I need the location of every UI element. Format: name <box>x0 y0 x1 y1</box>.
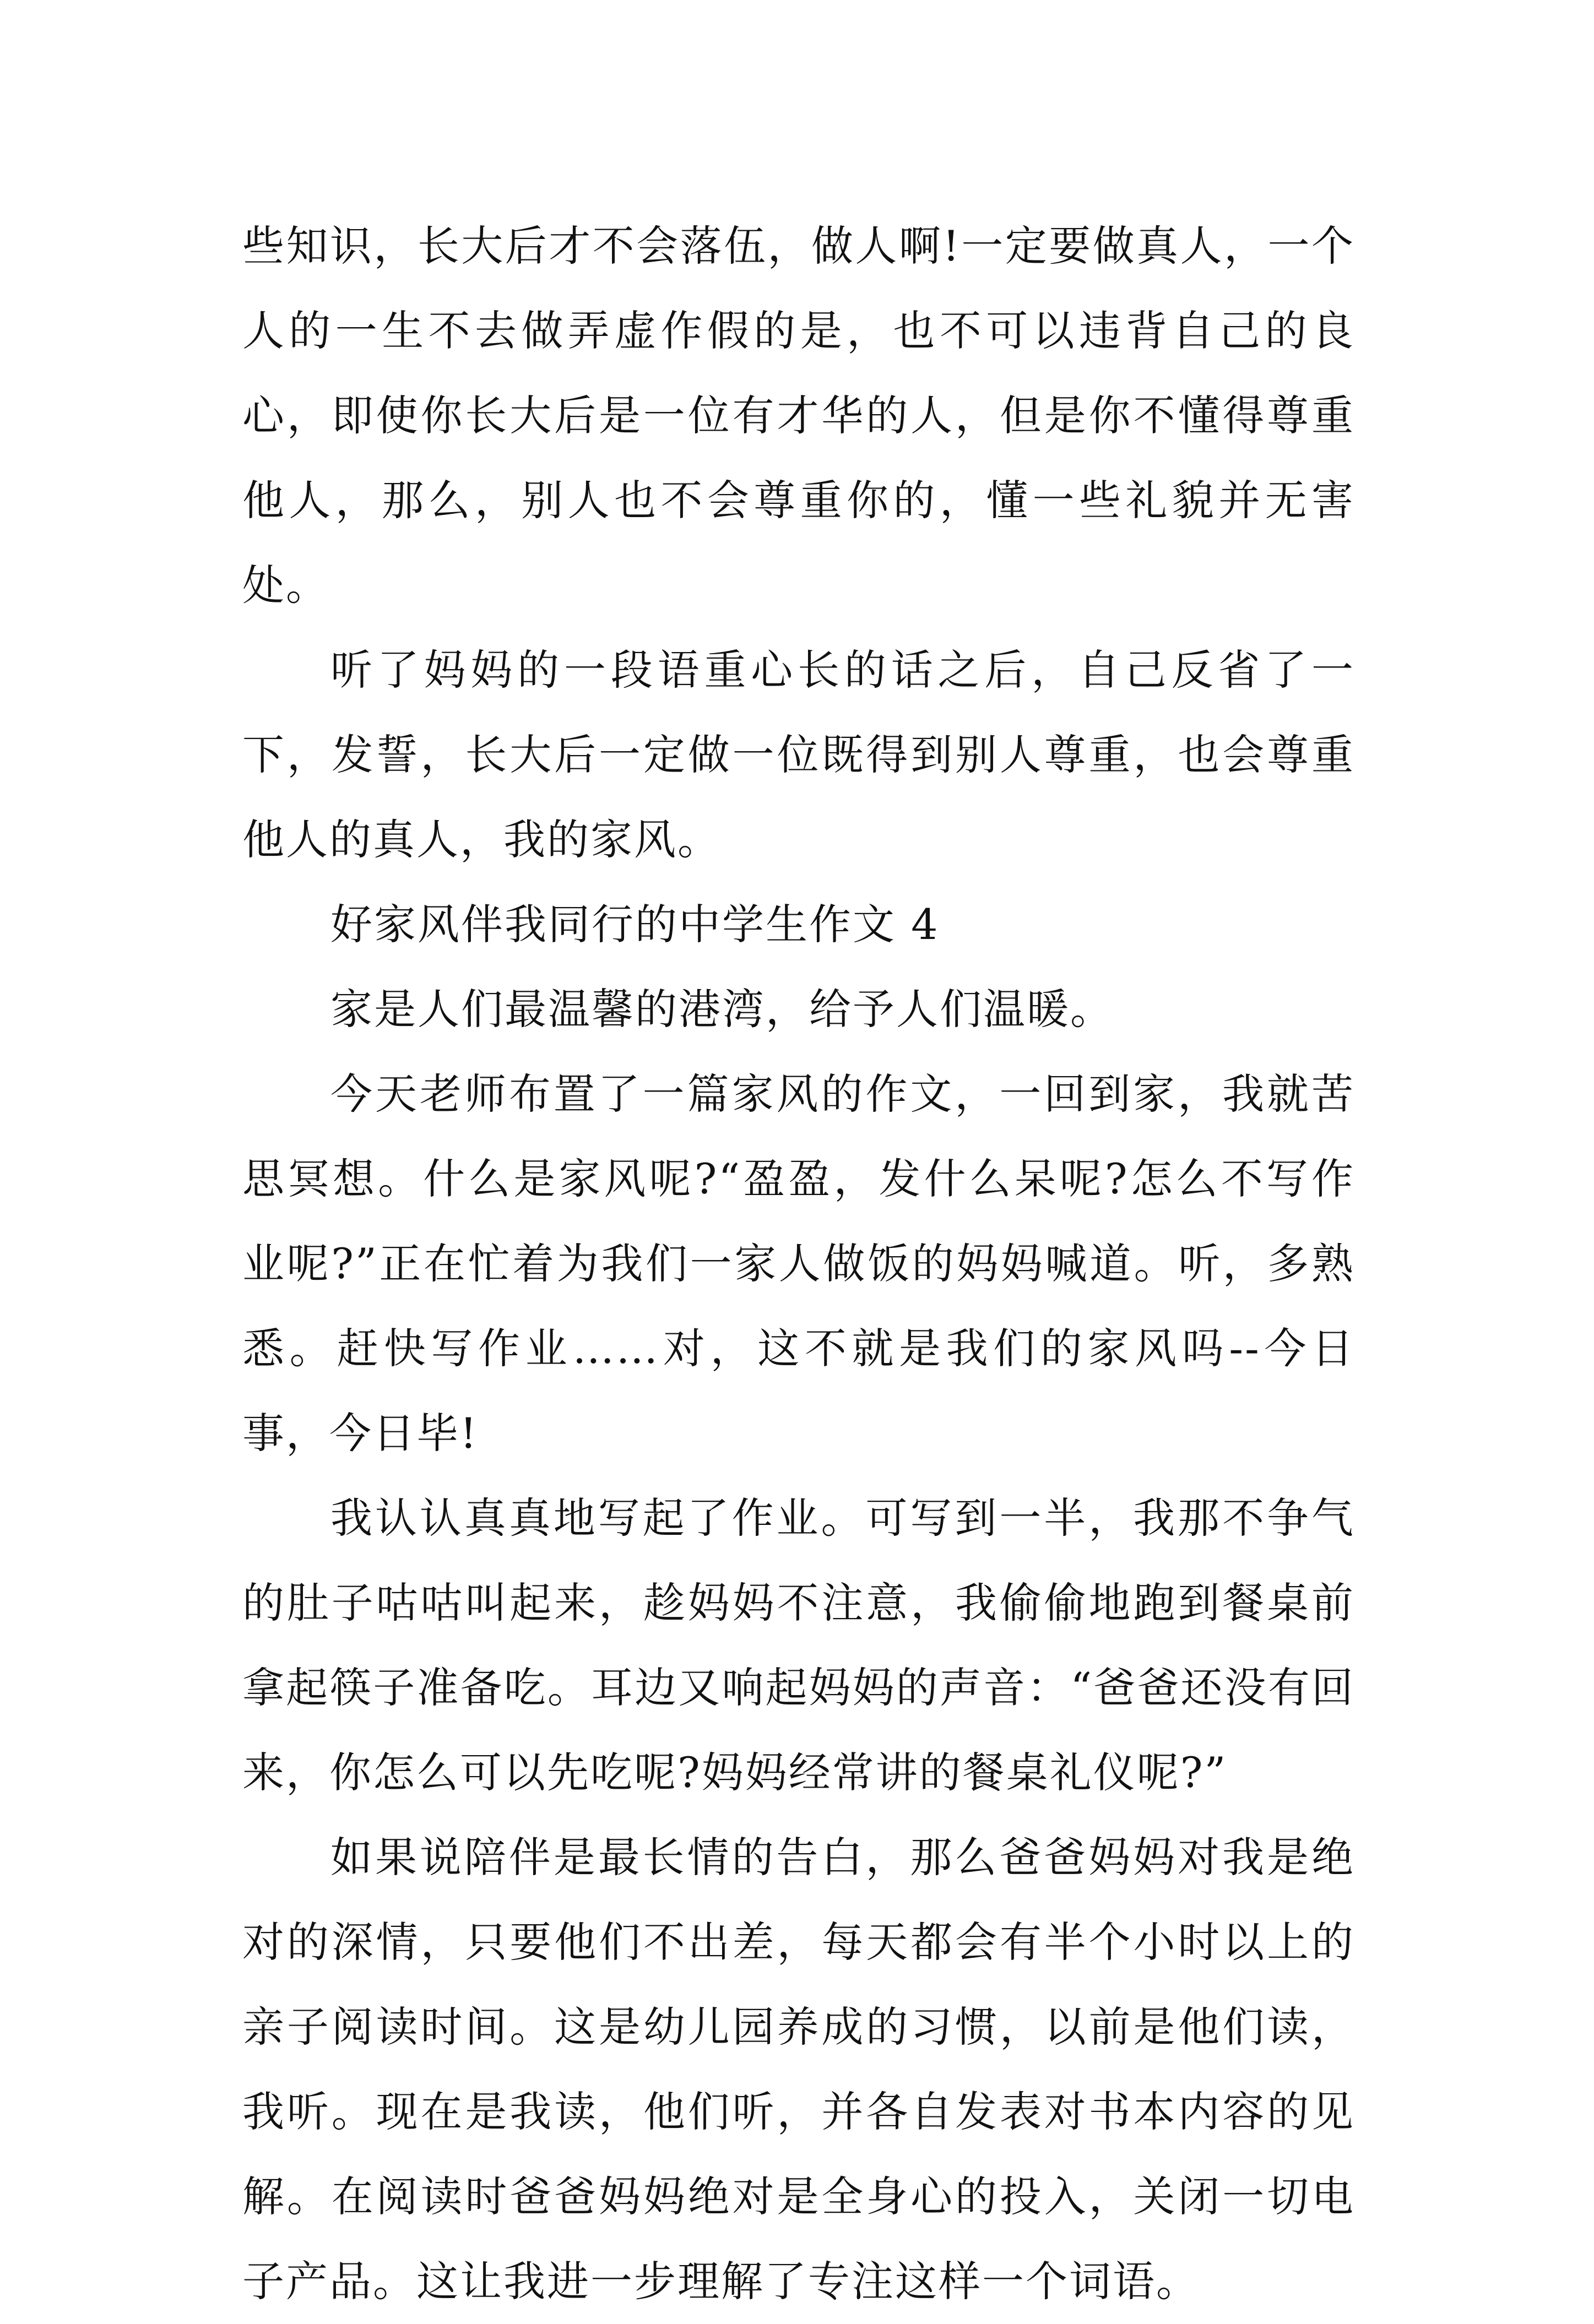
paragraph-2: 听了妈妈的一段语重心长的话之后，自己反省了一下，发誓，长大后一定做一位既得到别人尊重，也会尊重他人的真人，我的家风。 <box>242 645 1355 864</box>
paragraph-3: 家是人们最温馨的港湾，给予人们温暖。 <box>330 985 1114 1034</box>
paragraph-5: 我认认真真地写起了作业。可写到一半，我那不争气的肚子咕咕叫起来，趁妈妈不注意，我偷偷地跑到餐桌前拿起筷子准备吃。耳边又响起妈妈的声音：“爸爸还没有回来，你怎么可以先吃呢?妈妈经常讲的餐桌礼仪呢?” <box>242 1494 1355 1797</box>
paragraph-1: 些知识，长大后才不会落伍，做人啊!一定要做真人，一个人的一生不去做弄虚作假的是，也不可以违背自己的良心，即使你长大后是一位有才华的人，但是你不懂得尊重他人，那么，别人也不会尊重你的，懂一些礼貌并无害处。 <box>242 221 1355 610</box>
paragraph-6: 如果说陪伴是最长情的告白，那么爸爸妈妈对我是绝对的深情，只要他们不出差，每天都会有半个小时以上的亲子阅读时间。这是幼儿园养成的习惯，以前是他们读，我听。现在是我读，他们听，并各自发表对书本内容的见解。在阅读时爸爸妈妈绝对是全身心的投入，关闭一切电子产品。这让我进一步理解了专注这样一个词语。 <box>242 1833 1355 2306</box>
paragraph-4: 今天老师布置了一篇家风的作文，一回到家，我就苦思冥想。什么是家风呢?“盈盈，发什么呆呢?怎么不写作业呢?”正在忙着为我们一家人做饭的妈妈喊道。听，多熟悉。赶快写作业……对，这不就是我们的家风吗--今日事，今日毕! <box>242 1069 1355 1458</box>
section-heading: 好家风伴我同行的中学生作文 4 <box>330 900 940 949</box>
document-body <box>242 204 1355 2324</box>
